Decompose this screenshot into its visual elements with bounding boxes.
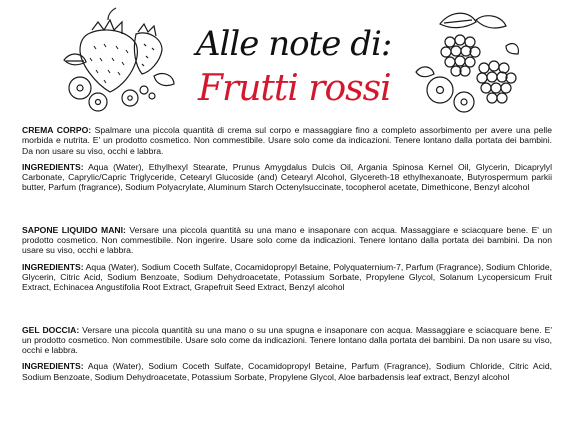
ingredients-label: INGREDIENTS: <box>22 261 84 272</box>
crema-corpo-label: CREMA CORPO: <box>22 125 92 135</box>
ingredients-text: Aqua (Water), Ethylhexyl Stearate, Prunus Amygdalus Dulcis Oil, Argania Spinosa Kernel Oil, Glycerin, Dicaprylyl Carbonate, Caprylic/Capric Triglyceride, Cetearyl Glucoside (and) Cetearyl Alcohol, Glycereth-18 ethylhexanoate, Butyrospermum parkii butter, Parfum (fragrance), Sodium Polyacrylate, Aluminum Starch Octenylsuccinate, tocopherol acetate, Dimethicone, Benzyl alcohol <box>22 161 552 193</box>
title-line-2: Frutti rossi <box>198 68 391 109</box>
gel-doccia-text: Versare una piccola quantità su una mano o su una spugna e insaponare con acqua. Massaggiare e sciacquare bene. E' un prodotto cosmetico. Non commestibile. Usare solo come da indicazioni. Tenere lontano dalla portata dei bambini. Da non usare su viso, occhi e labbra. <box>22 324 552 356</box>
product-info <box>22 125 552 388</box>
ingredients-text: Aqua (Water), Sodium Coceth Sulfate, Cocamidopropyl Betaine, Polyquaternium-7, Parfum (Fragrance), Sodium Chloride, Glycerin, Citric Acid, Sodium Benzoate, Sodium Dehydroacetate, Potassium Sorbate, Propylene Glycol, Solanum Lycopersicum Fruit Extract, Echinacea Angustifolia Root Extract, Grapefruit Seed Extract, Benzyl alcohol <box>22 261 552 293</box>
crema-corpo-ingredients <box>22 162 552 193</box>
ingredients-label: INGREDIENTS: <box>22 361 84 372</box>
gel-doccia-usage <box>22 325 552 356</box>
header <box>0 0 572 120</box>
gel-doccia-ingredients <box>22 361 552 382</box>
ingredients-text: Aqua (Water), Sodium Coceth Sulfate, Cocamidopropyl Betaine, Parfum (Fragrance), Sodium Chloride, Citric Acid, Sodium Benzoate, Sodium Dehydroacetate, Potassium Sorbate, Propylene Glycol, Aloe barbadensis leaf extract, Benzyl alcohol <box>22 361 552 382</box>
sapone-liquido-label: SAPONE LIQUIDO MANI: <box>22 224 126 235</box>
title-line-1: Alle note di: <box>196 24 392 64</box>
strawberries-illustration <box>58 4 178 116</box>
crema-corpo-text: Spalmare una piccola quantità di crema sul corpo e massaggiare fino a completo assorbimento per avere una pelle morbida e nutrita. E' un prodotto cosmetico. Non commestibile. Usare solo come da indicazioni. Tenere lontano dalla portata dei bambini. Da non usare su viso, occhi e labbra. <box>22 125 553 156</box>
sapone-liquido-ingredients <box>22 262 552 293</box>
sapone-liquido-usage <box>22 225 552 256</box>
ingredients-label: INGREDIENTS: <box>22 161 84 172</box>
crema-corpo-usage <box>22 125 552 156</box>
gel-doccia-label: GEL DOCCIA: <box>22 324 80 335</box>
raspberries-illustration <box>410 6 520 116</box>
sapone-liquido-text: Versare una piccola quantità su una mano e insaponare con acqua. Massaggiare e sciacquare bene. E' un prodotto cosmetico. Non commestibile. Non ingerire. Usare solo come da indicazioni. Tenere lontano dalla portata dei bambini. Da non usare su viso, occhi e labbra. <box>22 224 552 256</box>
